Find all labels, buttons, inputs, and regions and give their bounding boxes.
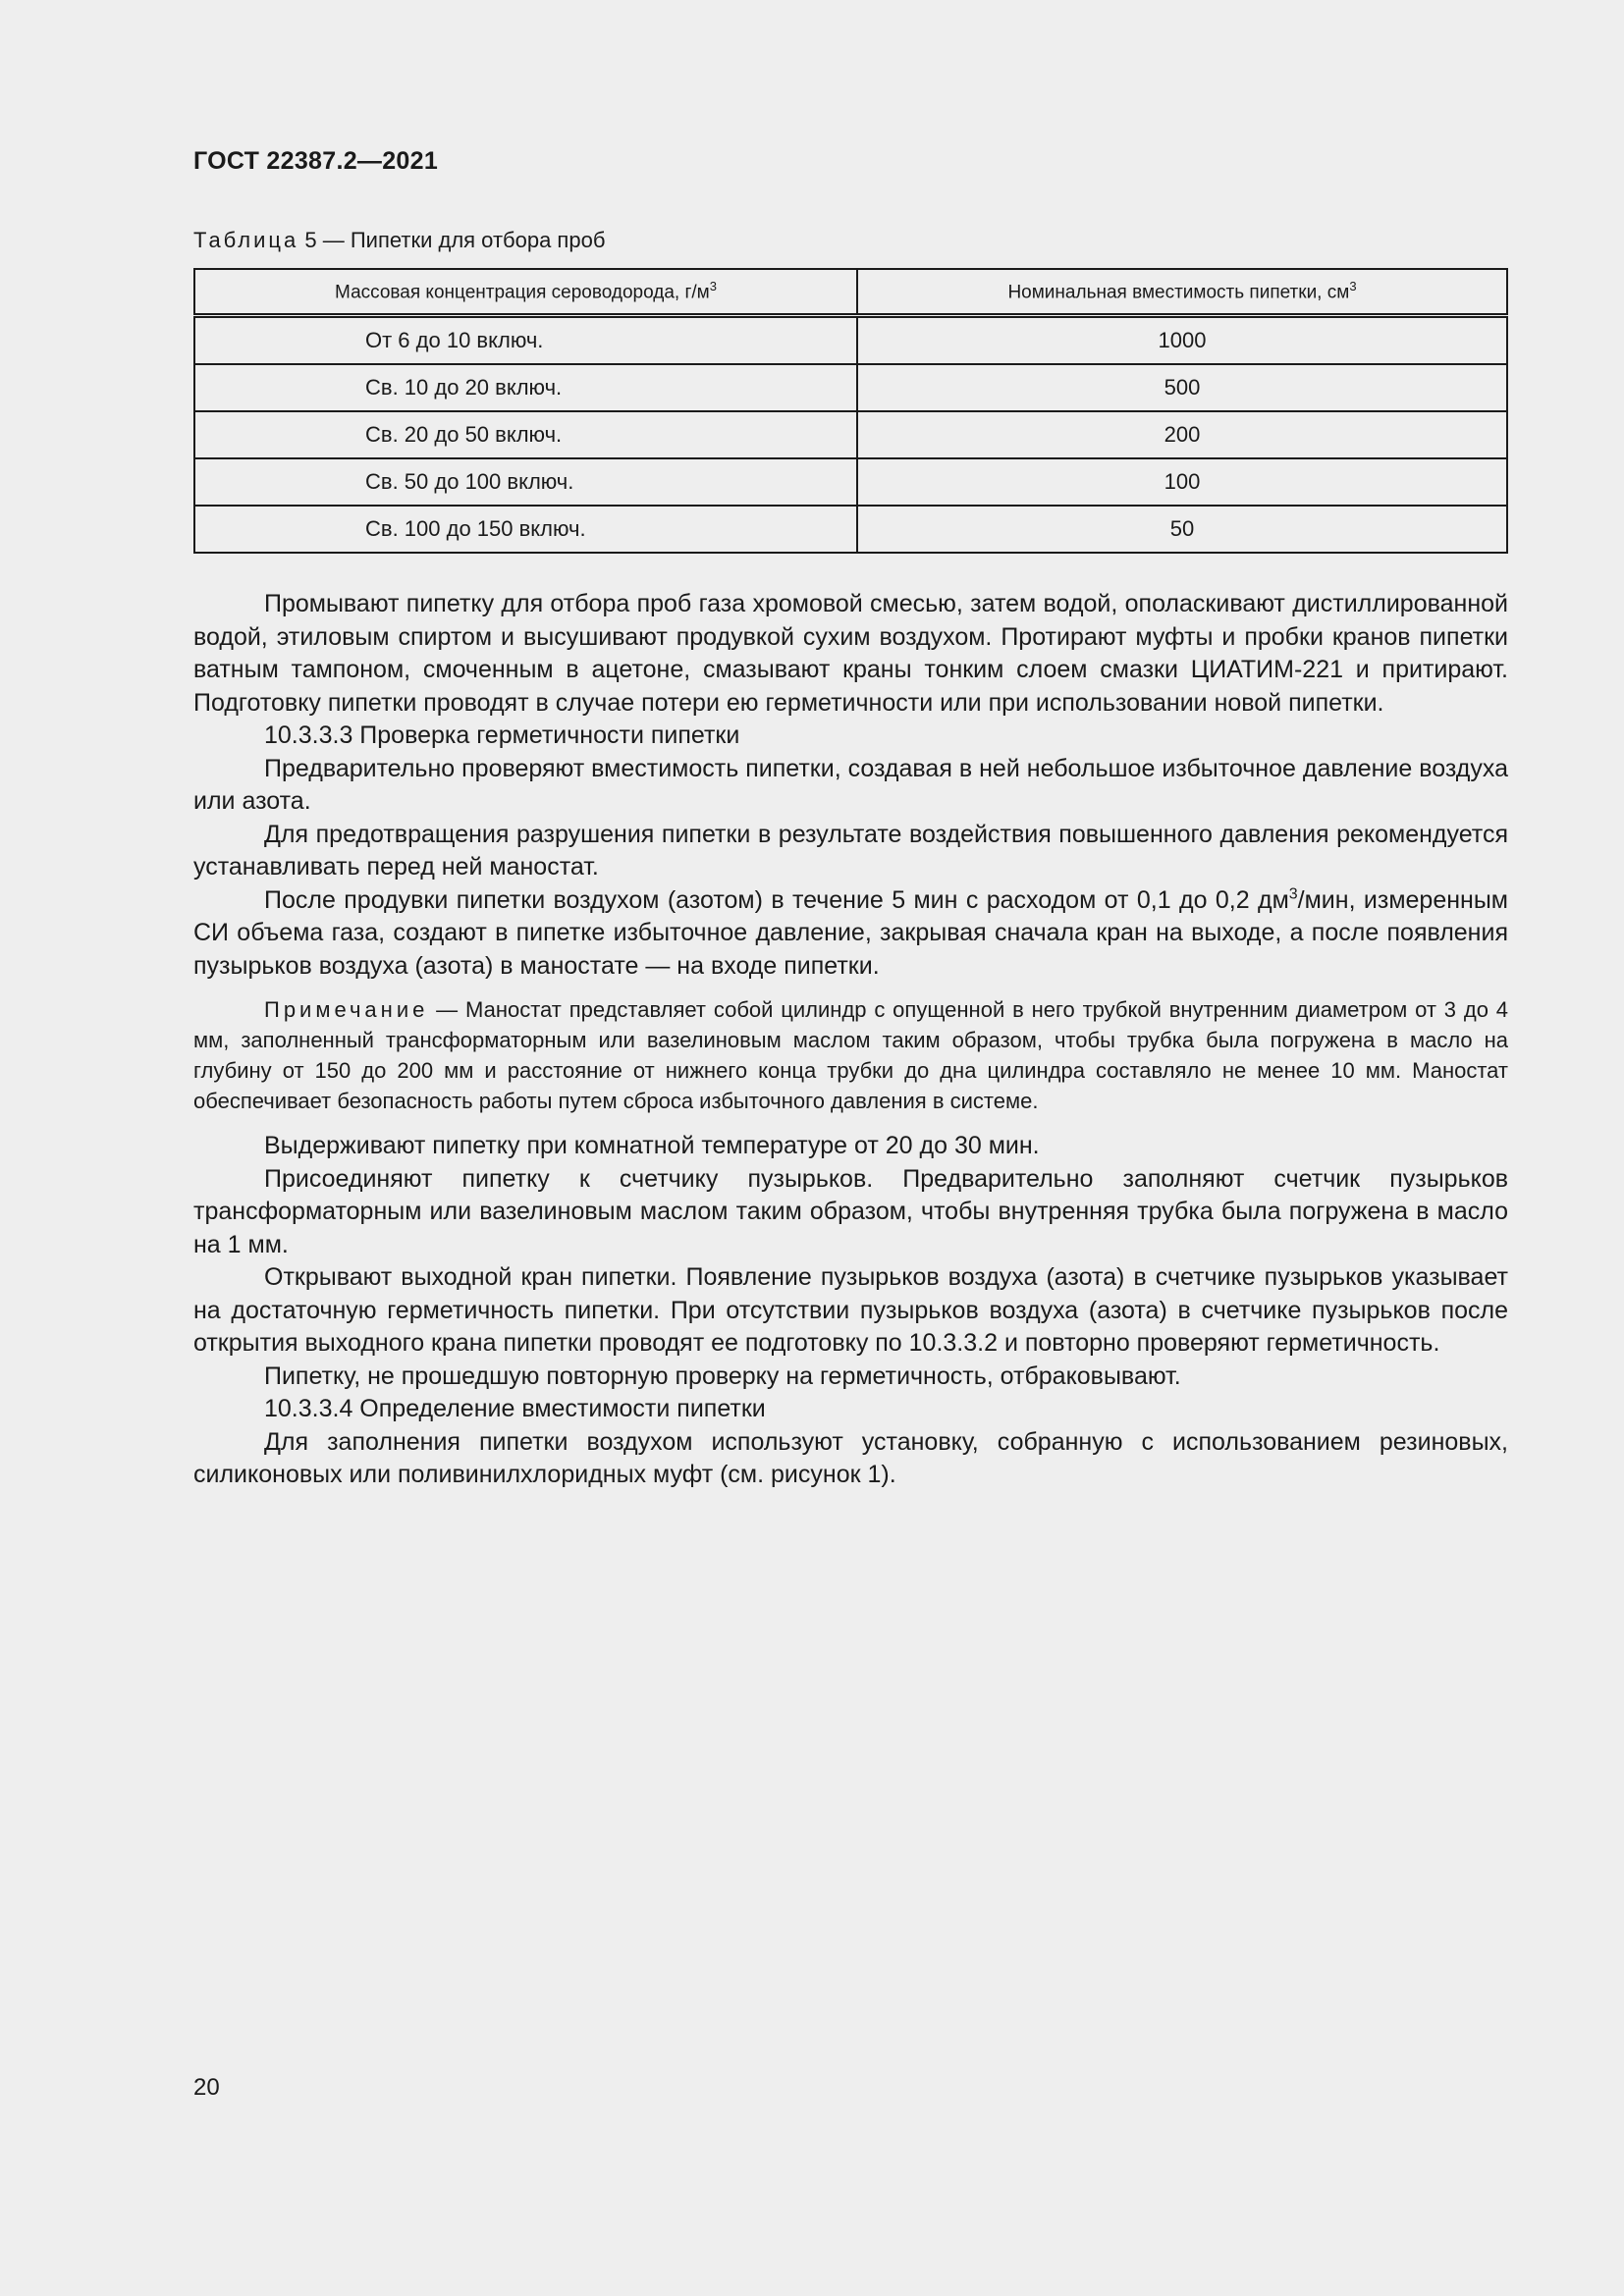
body-text <box>193 588 1508 1492</box>
paragraph-pipette-cleaning: Промывают пипетку для отбора проб газа хромовой смесью, затем водой, ополаскивают дистиллированной водой, этиловым спиртом и высушивают продувкой сухим воздухом. Протирают муфты и пробки кранов пипетки ватным тампоном, смоченным в ацетоне, смазывают краны тонким слоем смазки ЦИАТИМ-221 и притирают. Подготовку пипетки проводят в случае потери ею герметичности или при использовании новой пипетки. <box>193 590 1508 717</box>
note <box>193 994 1508 1116</box>
table-caption-number: 5 <box>304 228 317 252</box>
cell-volume: 500 <box>857 364 1507 411</box>
note-label: Примечание <box>264 997 429 1022</box>
paragraph-bubble-counter: Присоединяют пипетку к счетчику пузырьков. Предварительно заполняют счетчик пузырьков трансформаторным или вазелиновым маслом таким образом, чтобы внутренняя трубка была погружена в масло на 1 мм. <box>193 1164 1508 1258</box>
table-caption-title: — Пипетки для отбора проб <box>316 228 606 252</box>
paragraph-hold-time: Выдерживают пипетку при комнатной температуре от 20 до 30 мин. <box>264 1132 1040 1159</box>
table-row <box>194 458 1507 506</box>
table-caption-prefix: Таблица <box>193 228 299 252</box>
pipette-table <box>193 268 1508 554</box>
document-header: ГОСТ 22387.2—2021 <box>193 147 439 175</box>
table-row <box>194 316 1507 365</box>
table-caption <box>193 228 605 253</box>
col-header-concentration: Массовая концентрация сероводорода, $г/м^3$ <box>194 269 857 316</box>
section-heading-10-3-3-3: 10.3.3.3 Проверка герметичности пипетки <box>264 721 740 749</box>
cell-range: Св. 10 до 20 включ. <box>194 364 857 411</box>
paragraph-air-filling: Для заполнения пипетки воздухом используют установку, собранную с использованием резиновых, силиконовых или поливинилхлоридных муфт (см. рисунок 1). <box>193 1427 1508 1488</box>
paragraph-manostat-recommendation: Для предотвращения разрушения пипетки в результате воздействия повышенного давления рекомендуется устанавливать перед ней маностат. <box>193 820 1508 881</box>
section-heading-10-3-3-4: 10.3.3.4 Определение вместимости пипетки <box>264 1395 766 1422</box>
cell-range: От 6 до 10 включ. <box>194 316 857 365</box>
note-text: — Маностат представляет собой цилиндр с опущенной в него трубкой внутренним диаметром от 3 до 4 мм, заполненный трансформаторным или вазелиновым маслом таким образом, чтобы трубка была погружена в масло на глубину от 150 до 200 мм и расстояние от нижнего конца трубки до дна цилиндра составляло не менее 10 мм. Маностат обеспечивает безопасность работы путем сброса избыточного давления в системе. <box>193 997 1508 1113</box>
cell-volume: 200 <box>857 411 1507 458</box>
cell-volume: 100 <box>857 458 1507 506</box>
table-row <box>194 364 1507 411</box>
col-header-volume: Номинальная вместимость пипетки, $см^3$ <box>857 269 1507 316</box>
paragraph-purge-procedure: После продувки пипетки воздухом (азотом) в течение 5 мин с расходом от 0,1 до 0,2 $дм^3$/мин, измеренным СИ объема газа, создают в пипетке избыточное давление, закрывая сначала кран на выходе, а после появления пузырьков воздуха (азота) в маностате — на входе пипетки. <box>193 885 1508 980</box>
page-number: 20 <box>193 2074 220 2101</box>
paragraph-reject: Пипетку, не прошедшую повторную проверку на герметичность, отбраковывают. <box>264 1362 1181 1390</box>
table-row <box>194 506 1507 553</box>
paragraph-volume-check: Предварительно проверяют вместимость пипетки, создавая в ней небольшое избыточное давление воздуха или азота. <box>193 754 1508 815</box>
table-header-row <box>194 269 1507 316</box>
cell-range: Св. 100 до 150 включ. <box>194 506 857 553</box>
paragraph-outlet-valve: Открывают выходной кран пипетки. Появление пузырьков воздуха (азота) в счетчике пузырьков указывает на достаточную герметичность пипетки. При отсутствии пузырьков воздуха (азота) в счетчике пузырьков после открытия выходного крана пипетки проводят ее подготовку по 10.3.3.2 и повторно проверяют герметичность. <box>193 1263 1508 1357</box>
cell-volume: 1000 <box>857 316 1507 365</box>
cell-range: Св. 50 до 100 включ. <box>194 458 857 506</box>
cell-volume: 50 <box>857 506 1507 553</box>
cell-range: Св. 20 до 50 включ. <box>194 411 857 458</box>
table-row <box>194 411 1507 458</box>
